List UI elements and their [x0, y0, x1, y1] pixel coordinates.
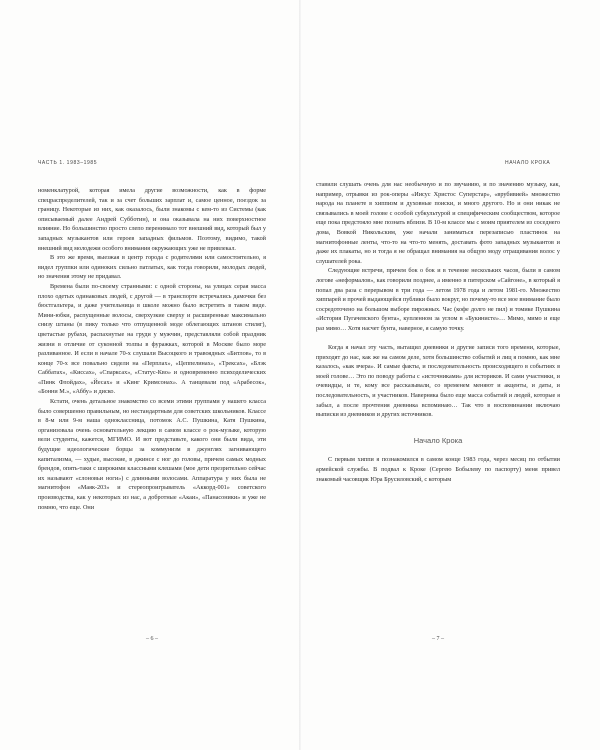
paragraph: номенклатурой, которая имела другие возможности, как в форме спецраспределителей, так и за счет больших зарплат и, самое ценное, поездок за границу. Некоторые из них, как оказалось, были знакомы с кем-то из Системы (как описываемый далее Андрей Субботин), и она оказывала на них поверхностное влияние. Но большинство просто слепо перенимало тот внешний вид, который был у западных музыкантов или героев западных фильмов. Поэтому, видимо, такой внешний вид молодежи особого внимания окружающих уже не привлекал.	[38, 187, 266, 252]
book-gutter	[299, 0, 301, 750]
paragraph: С первым хиппи я познакомился в самом конце 1983 года, через месяц по отбытии армейской службы. В подвал к Кроке (Сергею Бобылеву по паспорту) меня привел знакомый часовщик Юра Брусиловский, с которым	[316, 456, 560, 483]
page-number-left: – 6 –	[146, 636, 158, 642]
paragraph: ставили слушать очень для нас необычную и по звучанию, и по значению музыку, как, например, отрывки из рок-оперы «Иисус Христос Суперстар», «врубивией» множество народа на планете в хиппизм и духовные поиски, и много другого. Но и они никак не связывались в моей голове с особой субкультурой и специфическим сообществом, которое еще пока предстояло мне познать вблизи. В 10-м классе мы с моим приятелем из соседнего дома, Вовкой Никольским, уже начали заниматься перезаписью пластинок на магнитофонные ленты, что-то на что-то менять, доставать фото западных музыкантов и даже их плакаты, но и тогда я не обращал внимания на общую моду отращивания волос у слушателей рока.	[316, 181, 560, 265]
left-page-text	[38, 186, 266, 512]
paragraph: Когда я начал эту часть, вытащил дневники и другие записи того времени, которые, приходят до нас, как же на самом деле, хотя большинство событий и лиц я помню, как мне казалось, «как вчера». И самые факты, и последовательность происходящего в событиях в моей голове… Это по поводу работы с «источниками» для историков. И сами участники, и очевидцы, и те, кому все рассказывали, со временем меняют и акценты, и даты, и последовательность, и участников. Наверняка было еще масса событий и людей, которые я забыл, а после прочтения дневника вспоминаю… Так что в воспоминании включаю выписки из дневников и других источников.	[316, 344, 560, 419]
page-number-right: – 7 –	[432, 636, 444, 642]
paragraph: Времена были по-своему странными: с одной стороны, на улицах серая масса плохо одетых одинаковых людей, с другой — в транспорте встречались дамочки без бюстгальтера, и даже учительница в школе можно было встретить в таком виде. Мини-юбки, распущенные волосы, сверхузкие сверху и расширенные максимально снизу штаны (в пику только что отпущенной моде облегающих штанов стиляг), цветастые рубахи, распахнутые на груди у мужчин, представляли собой праздник жизни в отличие от суконной толпы в фуражках, которой в Москве было море разливанное. И если в начале 70-х слушали Высоцкого и травоядных «Битлов», то в конце 70-х все повально сидели на «Перплах», «Цеппелинах», «Трексах», «Блэк Саббатах», «Киссах», «Спарксах», «Статус-Кво» и одновременно психоделических «Пинк Флойдах», «Йесах» и «Кинг Кримсонах». А танцевали под «Арабесок», «Бонни М.», «Аббу» и диско.	[38, 282, 266, 396]
paragraph: Следующие встречи, причем бок о бок и в течение нескольких часов, были в самом логове «неформалов», как говорили позднее, а именно в питерском «Сайгоне», в который я попал два раза с перерывом в три года — летом 1978 года и летом 1981-го. Множество хиппарей и прочей выдающейся публики было вокруг, но почему-то все мое внимание было сосредоточено на большом выборе пирожных. Час (кофе долго не пил) и томике Пушкина «История Пугачевского бунта», купленном за углом в «Букинисте»… Мимо, мимо и еще раз мимо… Хотя насчет бунта, наверное, я самую точку.	[316, 267, 560, 332]
right-page-text	[316, 180, 560, 484]
paragraph: В это же время, выезжая в центр города с родителями или самостоятельно, я видел группки или одиноких сильно патлатых, как тогда говорили, молодых людей, но значения этому не придавал.	[38, 254, 266, 281]
section-subheading: Начало Крока	[413, 435, 463, 445]
running-header-left: ЧАСТЬ 1. 1983–1985	[38, 160, 98, 166]
running-header-right: НАЧАЛО КРОКА	[505, 160, 551, 166]
paragraph: Кстати, очень детальное знакомство со всеми этими группами у нашего класса было совершенно правильным, но нестандартным для советских школьников. Классе в 8-м или 9-м наша одноклассница, потомок А.С. Пушкина, Катя Пушкина, организовала очень основательную лекцию в самом классе о рок-музыке, которую вели студенты, кажется, МГИМО. И вот представьте, какого они были вида, эти будущие идеологические борцы за коммунизм в джунглях загнивающего капитализма, — худые, высокие, в джинсе с ног до головы, причем самых модных брендов, опять-таки с широкими классными клешами (мое дети презрительно сейчас их называют «слоновьи ноги») с длинными волосами. Аппаратура у них была не магнитофон «Маяк-203» и стереопроигрыватель «Аккорд-001» советского производства, как у некоторых из нас, а добротные «Акаи», «Панасоники» и уже не помню, что еще. Они	[38, 398, 266, 511]
